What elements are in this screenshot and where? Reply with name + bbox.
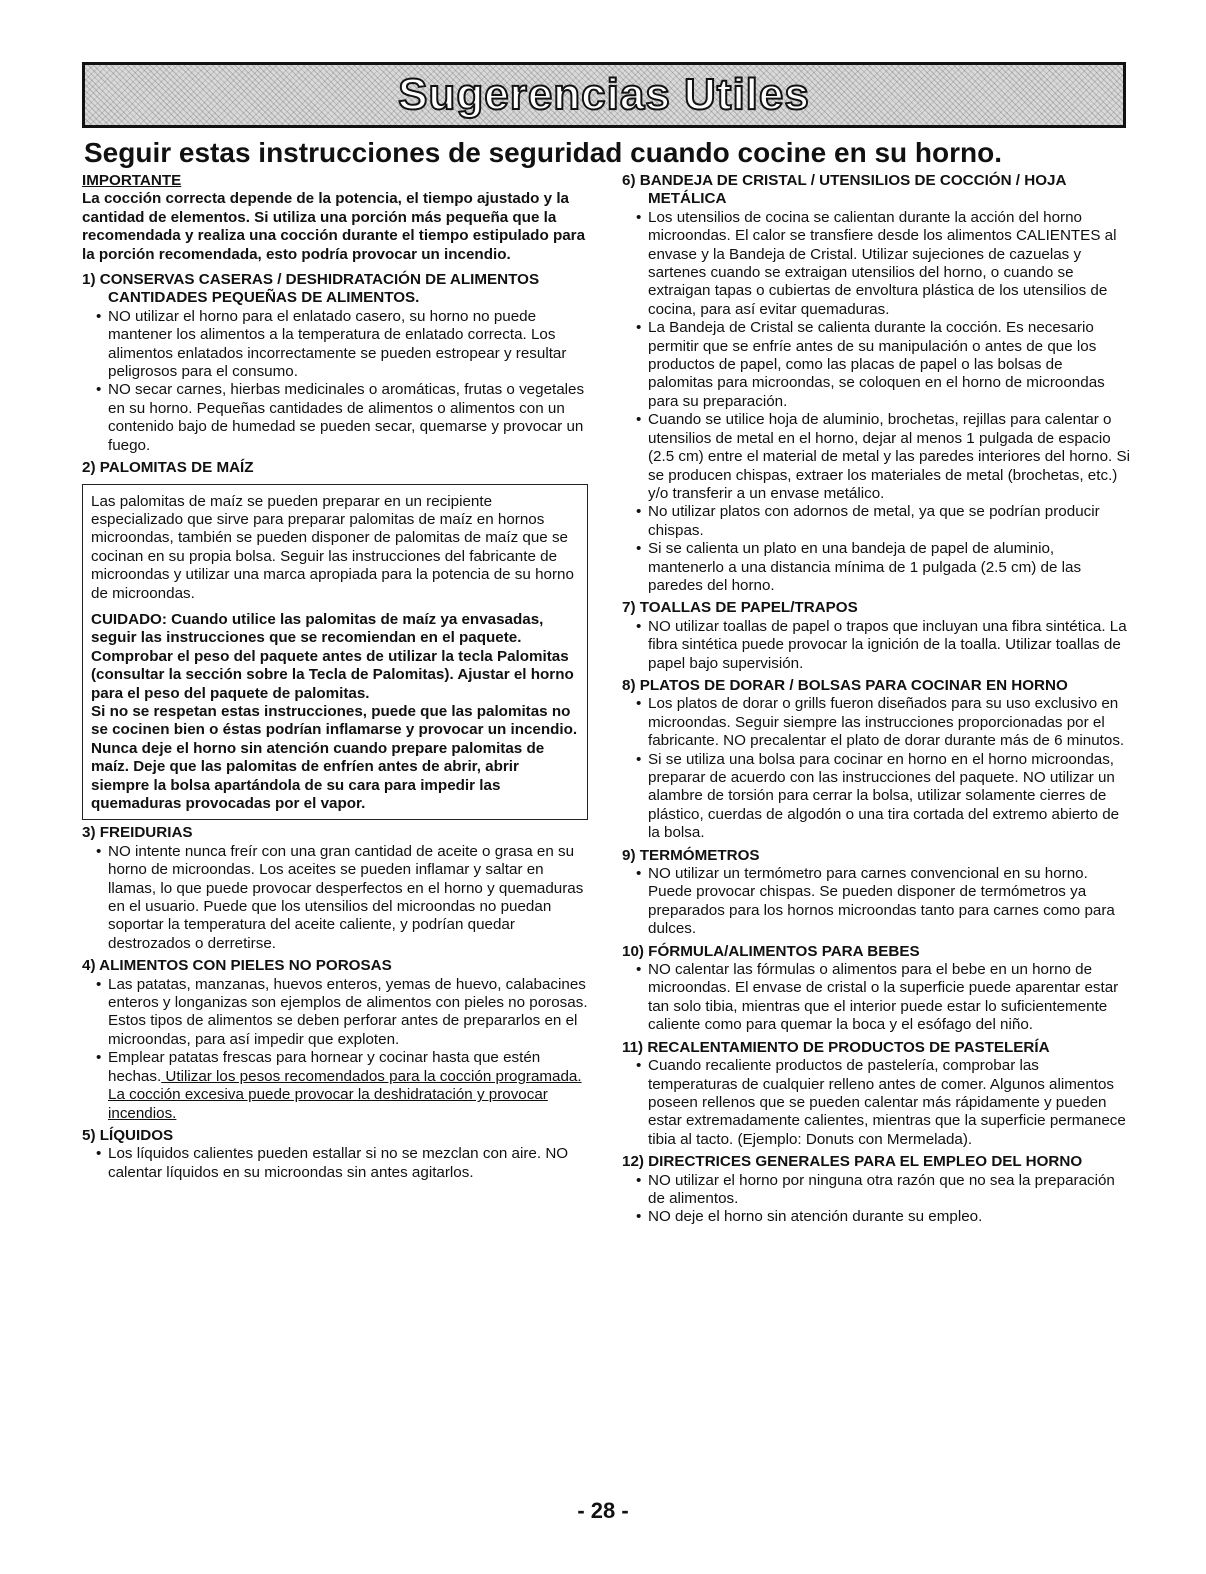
section-11-heading: 11) RECALENTAMIENTO DE PRODUCTOS DE PASTELERÍA [622,1038,1050,1056]
page-number: - 28 - [577,1498,629,1523]
list-item [108,1049,588,1123]
section-10-heading: 10) FÓRMULA/ALIMENTOS PARA BEBES [622,942,920,960]
page-subtitle: Seguir estas instrucciones de seguridad cuando cocine en su horno. [84,137,1002,168]
section-8-heading: 8) PLATOS DE DORAR / BOLSAS PARA COCINAR EN HORNO [622,676,1068,694]
popcorn-box-text: Las palomitas de maíz se pueden preparar en un recipiente especializado que sirve para preparar palomitas de maíz en hornos microondas, también se pueden disponer de palomitas de maíz que se cocinan en su propia bolsa. Seguir las instrucciones del fabricante de microondas y utilizar una marca apropiada para la potencia de su horno de microondas. [91,492,574,602]
list-item: • Cuando recaliente productos de pastelería, comprobar las temperaturas de cualquier relleno antes de comer. Algunos alimentos poseen rellenos que se pueden calentar más rápidamente y pueden estar extremadamente calientes, mientras que la superficie permanece tibia al tacto. (Ejemplo: Donuts con Mermelada). [648,1057,1130,1149]
list-item: • Cuando se utilice hoja de aluminio, brochetas, rejillas para calentar o utensilios de metal en el horno, dejar al menos 1 pulgada de espacio (2.5 cm) entre el material de metal y las paredes interiores del horno. Si se producen chispas, extraer los materiales de metal (brochetas, etc.) y/o transferir a un envase metálico. [648,411,1130,503]
section-8-list [622,695,1130,842]
section-4-heading: 4) ALIMENTOS CON PIELES NO POROSAS [82,957,392,975]
section-5-heading: 5) LÍQUIDOS [82,1126,174,1144]
section-7-list [622,618,1130,673]
underlined-warning: Utilizar los pesos recomendados para la cocción programada. La cocción excesiva puede provocar la deshidratación y provocar incendios. [108,1067,582,1122]
section-12-list [622,1172,1130,1227]
list-item: • NO utilizar el horno para el enlatado casero, su horno no puede mantener los alimentos a la temperatura de enlatado correcta. Los alimentos enlatados incorrectamente se pueden estropear y resultar peligrosos para el consumo. [108,308,588,382]
section-6-list [622,209,1130,596]
list-item: • Los utensilios de cocina se calientan durante la acción del horno microondas. El calor se transfiere desde los alimentos CALIENTES al envase y la Bandeja de Cristal. Utilizar sujeciones de cazuelas y sartenes cuando se extraigan utensilios del horno, o cuando se extraigan tapas o cubiertas de envoltura plástica de los utensilios de cocina, para así evitar quemaduras. [648,209,1130,319]
section-9-heading: 9) TERMÓMETROS [622,846,760,864]
important-heading: IMPORTANTE [82,172,182,189]
section-12-heading: 12) DIRECTRICES GENERALES PARA EL EMPLEO DEL HORNO [622,1153,1083,1171]
list-item: • Los platos de dorar o grills fueron diseñados para su uso exclusivo en microondas. Seguir siempre las instrucciones proporcionadas por el fabricante. NO precalentar el plato de dorar durante más de 6 minutos. [648,695,1130,750]
title-banner [82,62,1126,128]
section-7-heading: 7) TOALLAS DE PAPEL/TRAPOS [622,599,858,617]
important-text: La cocción correcta depende de la potencia, el tiempo ajustado y la cantidad de elementos. Si utiliza una porción más pequeña que la recomendada y realiza una cocción durante el tiempo estipulado para la porción recomendada, esto podría provocar un incendio. [82,190,586,263]
section-1-list [82,308,588,455]
list-item: • NO utilizar el horno por ninguna otra razón que no sea la preparación de alimentos. [648,1172,1130,1209]
section-11-list [622,1057,1130,1149]
list-item: • NO utilizar toallas de papel o trapos que incluyan una fibra sintética. La fibra sintética puede provocar la ignición de la toalla. Utilizar toallas de papel bajo supervisión. [648,618,1130,673]
popcorn-box [82,484,588,821]
list-item: • NO utilizar un termómetro para carnes convencional en su horno. Puede provocar chispas. Se pueden disponer de termómetros ya preparados para los hornos microondas tanto para carnes como para dulces. [648,865,1130,939]
banner-title: Sugerencias Utiles [398,70,810,119]
list-item: • Los líquidos calientes pueden estallar si no se mezclan con aire. NO calentar líquidos en su microondas sin antes agitarlos. [108,1145,588,1182]
list-item: • NO intente nunca freír con una gran cantidad de aceite o grasa en su horno de microondas. Los aceites se pueden inflamar y saltar en llamas, lo que puede provocar desperfectos en el horno y quemaduras en el usuario. Puede que los utensilios del microondas no puedan soportar la temperatura del aceite caliente, y podrían quedar destrozados o derretirse. [108,843,588,953]
section-3-heading: 3) FREIDURIAS [82,824,193,842]
list-item: • La Bandeja de Cristal se calienta durante la cocción. Es necesario permitir que se enfríe antes de su manipulación o antes de que los productos de papel, como las placas de papel o las bolsas de palomitas para microondas, se coloquen en el horno de microondas para su preparación. [648,319,1130,411]
section-10-list [622,961,1130,1035]
popcorn-caution: CUIDADO: Cuando utilice las palomitas de maíz ya envasadas, seguir las instrucciones que se recomiendan en el paquete. Comprobar el peso del paquete antes de utilizar la tecla Palomitas (consultar la sección sobre la Tecla de Palomitas). Ajustar el horno para el peso del paquete de palomitas. [91,610,574,702]
list-item: • Si se utiliza una bolsa para cocinar en horno en el horno microondas, preparar de acuerdo con las instrucciones del paquete. NO utilizar un alambre de torsión para cerrar la bolsa, utilizar solamente cierres de plástico, cuerdas de algodón o una tira cortada del extremo abierto de la bolsa. [648,751,1130,843]
section-1-heading: 1) CONSERVAS CASERAS / DESHIDRATACIÓN DE ALIMENTOS CANTIDADES PEQUEÑAS DE ALIMENTOS. [82,271,540,307]
list-item: • NO calentar las fórmulas o alimentos para el bebe en un horno de microondas. El envase de cristal o la superficie puede aparentar estar tan solo tibia, mientras que el interior puede estar lo suficientemente caliente como para quemar la boca y el esófago del niño. [648,961,1130,1035]
list-item: • Las patatas, manzanas, huevos enteros, yemas de huevo, calabacines enteros y longanizas son ejemplos de alimentos con pieles no porosas. Estos tipos de alimentos se deben perforar antes de prepararlos en el microondas, para así impedir que exploten. [108,976,588,1050]
section-2-heading: 2) PALOMITAS DE MAÍZ [82,459,254,477]
left-column [82,172,588,1184]
right-column [622,172,1130,1229]
list-item: • Si se calienta un plato en una bandeja de papel de aluminio, mantenerlo a una distancia mínima de 1 pulgada (2.5 cm) de las paredes del horno. [648,540,1130,595]
list-item-text: Emplear patatas frescas para hornear y cocinar hasta que estén hechas. [108,1049,541,1085]
section-3-list [82,843,588,953]
list-item: • NO deje el horno sin atención durante su empleo. [648,1208,1130,1226]
section-5-list [82,1145,588,1182]
list-item: • No utilizar platos con adornos de metal, ya que se podrían producir chispas. [648,503,1130,540]
section-6-heading: 6) BANDEJA DE CRISTAL / UTENSILIOS DE COCCIÓN / HOJA METÁLICA [622,172,1066,208]
section-9-list [622,865,1130,939]
list-item: • NO secar carnes, hierbas medicinales o aromáticas, frutas o vegetales en su horno. Pequeñas cantidades de alimentos o alimentos con un contenido bajo de humedad se pueden secar, quemarse y provocar un fuego. [108,381,588,455]
popcorn-warning: Si no se respetan estas instrucciones, puede que las palomitas no se cocinen bien o éstas podrían inflamarse y provocar un incendio. Nunca deje el horno sin atención cuando prepare palomitas de maíz. Deje que las palomitas de enfríen antes de abrir, abrir siempre la bolsa apartándola de su cara para impedir las quemaduras provocadas por el vapor. [91,702,578,812]
section-4-list [82,976,588,1123]
